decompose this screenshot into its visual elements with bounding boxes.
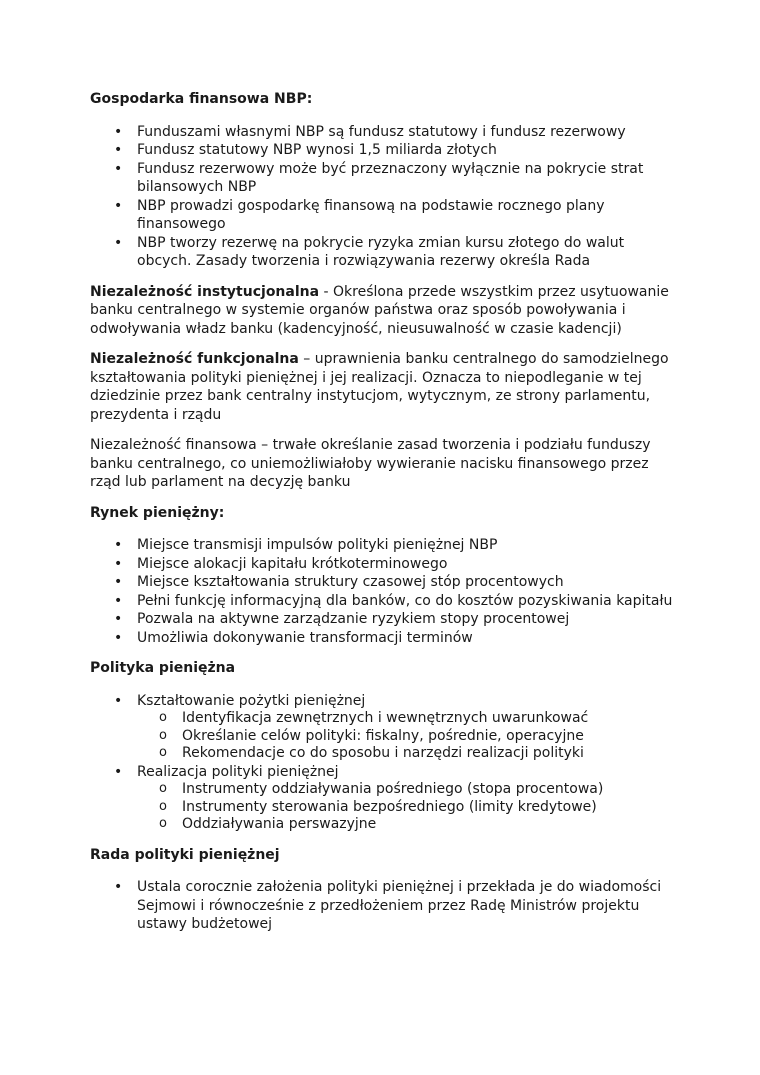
- paragraph-niezaleznosc-instytucjonalna: [90, 283, 675, 339]
- list-item: • NBP prowadzi gospodarkę finansową na podstawie rocznego plany finansowego: [90, 197, 675, 234]
- sub-list: [137, 781, 675, 834]
- paragraph-niezaleznosc-finansowa: Niezależność finansowa – trwałe określanie zasad tworzenia i podziału funduszy banku centralnego, co uniemożliwiałoby wywieranie nacisku finansowego przez rząd lub parlament na decyzję banku: [90, 437, 651, 490]
- list-item: • Umożliwia dokonywanie transformacji terminów: [90, 629, 675, 648]
- definition-text: – uprawnienia banku centralnego do samodzielnego kształtowania polityki pieniężnej i jej realizacji. Oznacza to niepodleganie w tej dziedzinie przez bank centralny instytucjom, wytycznym, ze strony parlamentu, prezydenta i rządu: [90, 351, 669, 423]
- paragraph-niezaleznosc-funkcjonalna: [90, 350, 675, 424]
- list-item: [90, 763, 675, 834]
- list-polityka: [90, 692, 675, 834]
- list-item-label: Realizacja polityki pieniężnej: [137, 763, 339, 780]
- sub-list-item: o Instrumenty oddziaływania pośredniego (stopa procentowa): [137, 781, 675, 799]
- list-item: • Fundusz statutowy NBP wynosi 1,5 miliarda złotych: [90, 141, 675, 160]
- definition-text: - Określona przede wszystkim przez usytuowanie banku centralnego w systemie organów państwa oraz sposób powoływania i odwoływania władz banku (kadencyjność, nieusuwalność w czasie kadencji): [90, 283, 669, 337]
- list-item: • Miejsce transmisji impulsów polityki pieniężnej NBP: [90, 536, 675, 555]
- sub-list-item: o Oddziaływania perswazyjne: [137, 816, 675, 834]
- sub-list: [137, 710, 675, 763]
- list-item: • Miejsce kształtowania struktury czasowej stóp procentowych: [90, 573, 675, 592]
- list-item: • Miejsce alokacji kapitału krótkoterminowego: [90, 555, 675, 574]
- sub-list-item: o Identyfikacja zewnętrznych i wewnętrznych uwarunkować: [137, 710, 675, 728]
- term-funkcjonalna: Niezależność funkcjonalna: [90, 351, 299, 367]
- term-instytucjonalna: Niezależność instytucjonalna: [90, 283, 320, 300]
- list-item: • Ustala corocznie założenia polityki pieniężnej i przekłada je do wiadomości Sejmowi i równocześnie z przedłożeniem przez Radę Ministrów projektu ustawy budżetowej: [90, 878, 675, 934]
- list-item-label: Kształtowanie pożytki pieniężnej: [137, 692, 366, 709]
- list-item: [90, 692, 675, 763]
- sub-list-item: o Określanie celów polityki: fiskalny, pośrednie, operacyjne: [137, 728, 675, 746]
- list-rynek: [90, 536, 675, 647]
- sub-list-item: o Rekomendacje co do sposobu i narzędzi realizacji polityki: [137, 745, 675, 763]
- section-heading-rada: Rada polityki pieniężnej: [90, 846, 280, 863]
- document-page: [90, 90, 675, 946]
- list-item: • Pełni funkcję informacyjną dla banków, co do kosztów pozyskiwania kapitału: [90, 592, 675, 611]
- list-item: • Pozwala na aktywne zarządzanie ryzykiem stopy procentowej: [90, 610, 675, 629]
- section-heading-rynek: Rynek pieniężny:: [90, 504, 225, 521]
- list-item: • Funduszami własnymi NBP są fundusz statutowy i fundusz rezerwowy: [90, 123, 675, 142]
- list-item: • NBP tworzy rezerwę na pokrycie ryzyka zmian kursu złotego do walut obcych. Zasady tworzenia i rozwiązywania rezerwy określa Rada: [90, 234, 675, 271]
- sub-list-item: o Instrumenty sterowania bezpośredniego (limity kredytowe): [137, 799, 675, 817]
- section-heading-gospodarka: Gospodarka finansowa NBP:: [90, 91, 313, 107]
- section-heading-polityka: Polityka pieniężna: [90, 660, 236, 676]
- list-gospodarka: [90, 123, 675, 271]
- list-rada: [90, 878, 675, 934]
- list-item: • Fundusz rezerwowy może być przeznaczony wyłącznie na pokrycie strat bilansowych NBP: [90, 160, 675, 197]
